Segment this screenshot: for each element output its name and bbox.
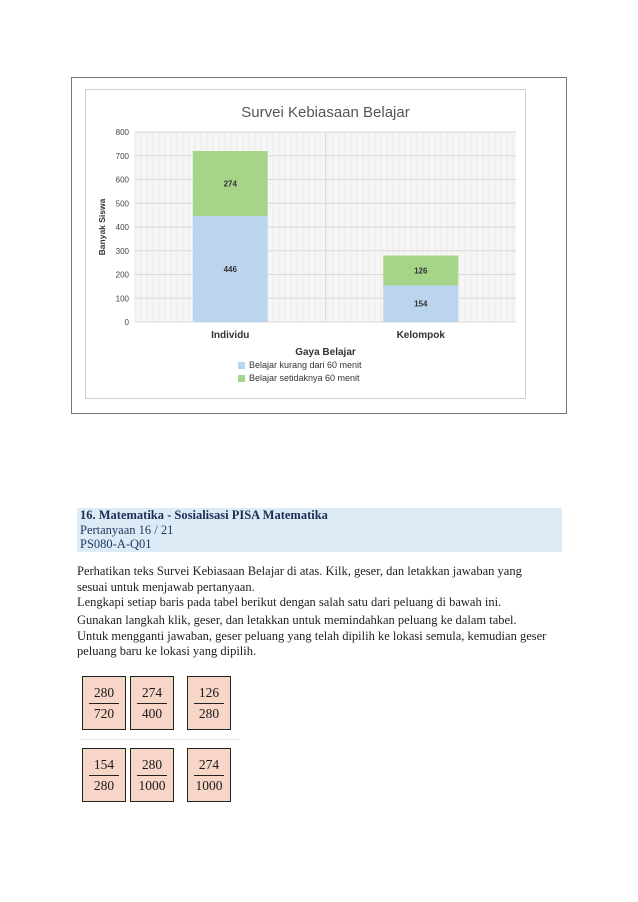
fraction-card[interactable] bbox=[130, 676, 174, 730]
legend-swatch bbox=[238, 375, 245, 382]
fraction-card[interactable] bbox=[187, 676, 231, 730]
instruction-line: Untuk mengganti jawaban, geser peluang yang telah dipilih ke lokasi semula, kemudian geser bbox=[77, 628, 547, 643]
legend-label: Belajar setidaknya 60 menit bbox=[249, 373, 360, 383]
instruction-paragraph-2 bbox=[77, 613, 562, 660]
data-label: 274 bbox=[223, 179, 237, 189]
y-tick-label: 700 bbox=[115, 151, 129, 161]
question-code: PS080-A-Q01 bbox=[80, 537, 152, 551]
stacked-bar-chart bbox=[85, 89, 526, 399]
fraction-numerator: 154 bbox=[93, 757, 115, 772]
y-tick-label: 400 bbox=[115, 223, 129, 232]
row-divider bbox=[80, 739, 240, 740]
y-tick-label: 800 bbox=[115, 128, 129, 137]
fraction-bar bbox=[194, 775, 224, 776]
instruction-line: peluang baru ke lokasi yang dipilih. bbox=[77, 644, 257, 658]
instruction-line: Perhatikan teks Survei Kebiasaan Belajar di atas. Kilk, geser, dan letakkan jawaban yang bbox=[77, 564, 522, 578]
data-label: 126 bbox=[414, 266, 428, 276]
data-label: 446 bbox=[223, 265, 237, 275]
y-axis-label: Banyak Siswa bbox=[97, 198, 107, 256]
fraction-card[interactable] bbox=[187, 748, 231, 802]
question-counter: Pertanyaan 16 / 21 bbox=[80, 522, 174, 537]
fraction-bar bbox=[89, 775, 119, 776]
legend-label: Belajar kurang dari 60 menit bbox=[249, 360, 362, 370]
data-label: 154 bbox=[414, 299, 428, 309]
fraction-numerator: 274 bbox=[141, 685, 163, 700]
y-tick-label: 0 bbox=[124, 318, 129, 327]
figure-frame bbox=[71, 77, 567, 414]
question-header bbox=[77, 508, 562, 552]
fraction-numerator: 126 bbox=[198, 685, 220, 700]
fraction-denominator: 400 bbox=[141, 706, 163, 721]
instruction-line: Gunakan langkah klik, geser, dan letakkan untuk memindahkan peluang ke dalam tabel. bbox=[77, 613, 517, 627]
fraction-bar bbox=[137, 775, 167, 776]
y-tick-label: 600 bbox=[115, 175, 129, 185]
instruction-line: sesuai untuk menjawab pertanyaan. bbox=[77, 579, 255, 594]
y-tick-label: 200 bbox=[115, 270, 129, 280]
x-tick-label: Individu bbox=[211, 330, 250, 341]
chart-svg bbox=[86, 90, 527, 400]
fraction-bar bbox=[89, 703, 119, 704]
instruction-paragraph-1 bbox=[77, 564, 562, 611]
fraction-bar bbox=[137, 703, 167, 704]
y-tick-label: 500 bbox=[115, 199, 129, 209]
fraction-denominator: 1000 bbox=[138, 778, 166, 793]
fraction-numerator: 274 bbox=[198, 757, 220, 772]
instruction-line: Lengkapi setiap baris pada tabel berikut dengan salah satu dari peluang di bawah ini. bbox=[77, 595, 502, 609]
fraction-denominator: 280 bbox=[93, 778, 115, 793]
question-title: 16. Matematika - Sosialisasi PISA Matematika bbox=[80, 508, 328, 522]
fraction-denominator: 280 bbox=[198, 706, 220, 721]
fraction-numerator: 280 bbox=[93, 685, 115, 700]
x-axis-label: Gaya Belajar bbox=[295, 347, 356, 358]
chart-title: Survei Kebiasaan Belajar bbox=[241, 104, 410, 121]
fraction-card[interactable] bbox=[82, 748, 126, 802]
fraction-bar bbox=[194, 703, 224, 704]
fraction-card[interactable] bbox=[82, 676, 126, 730]
y-tick-label: 100 bbox=[115, 294, 129, 304]
y-tick-label: 300 bbox=[115, 246, 129, 256]
fraction-denominator: 720 bbox=[93, 706, 115, 721]
fraction-numerator: 280 bbox=[141, 757, 163, 772]
legend-swatch bbox=[238, 362, 245, 369]
fraction-card[interactable] bbox=[130, 748, 174, 802]
x-tick-label: Kelompok bbox=[396, 330, 445, 341]
fraction-denominator: 1000 bbox=[195, 778, 223, 793]
